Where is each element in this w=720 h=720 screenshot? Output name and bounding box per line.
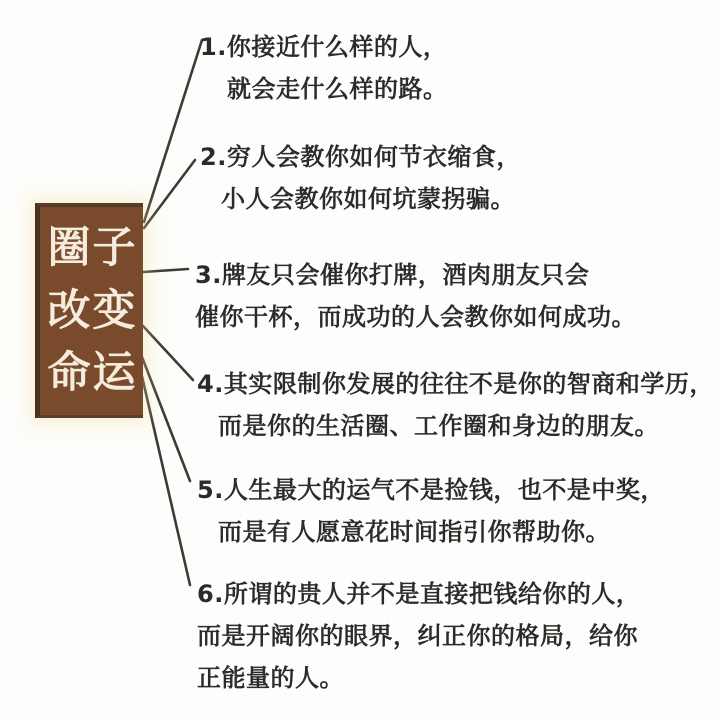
list-item-2 [200,136,521,220]
item-6-line-3: 正能量的人。 [197,664,344,692]
list-item-4 [197,363,714,447]
title-box-word-2: 改变 [47,285,138,336]
list-item-3 [195,254,636,338]
connector-line-1 [144,40,202,222]
item-2-line-1: 2.穷人会教你如何节衣缩食， [200,143,521,171]
title-box-word-1: 圈子 [47,222,138,273]
item-1-line-2: 就会走什么样的路。 [227,75,448,103]
list-item-6 [197,573,640,699]
connector-line-6 [141,372,190,585]
title-box-word-3: 命运 [47,348,138,399]
connector-line-4 [143,326,193,380]
item-1-line-1: 1.你接近什么样的人， [200,33,448,61]
item-4-line-2: 而是你的生活圈、工作圈和身边的朋友。 [218,412,659,440]
list-item-1 [200,26,448,110]
item-3-line-2: 催你干杯，而成功的人会教你如何成功。 [195,303,636,331]
connector-line-5 [142,357,190,481]
list-item-5 [197,469,665,553]
item-3-line-1: 3.牌友只会催你打牌，酒肉朋友只会 [195,261,590,289]
item-5-line-1: 5.人生最大的运气不是捡钱，也不是中奖， [197,476,665,504]
item-6-line-2: 而是开阔你的眼界，纠正你的格局，给你 [197,622,638,650]
connector-line-3 [143,269,188,272]
title-box [35,203,143,418]
item-5-line-2: 而是有人愿意花时间指引你帮助你。 [218,518,610,546]
item-2-line-2: 小人会教你如何坑蒙拐骗。 [221,185,515,213]
item-6-line-1: 6.所谓的贵人并不是直接把钱给你的人， [197,580,641,608]
item-4-line-1: 4.其实限制你发展的往往不是你的智商和学历， [197,370,714,398]
